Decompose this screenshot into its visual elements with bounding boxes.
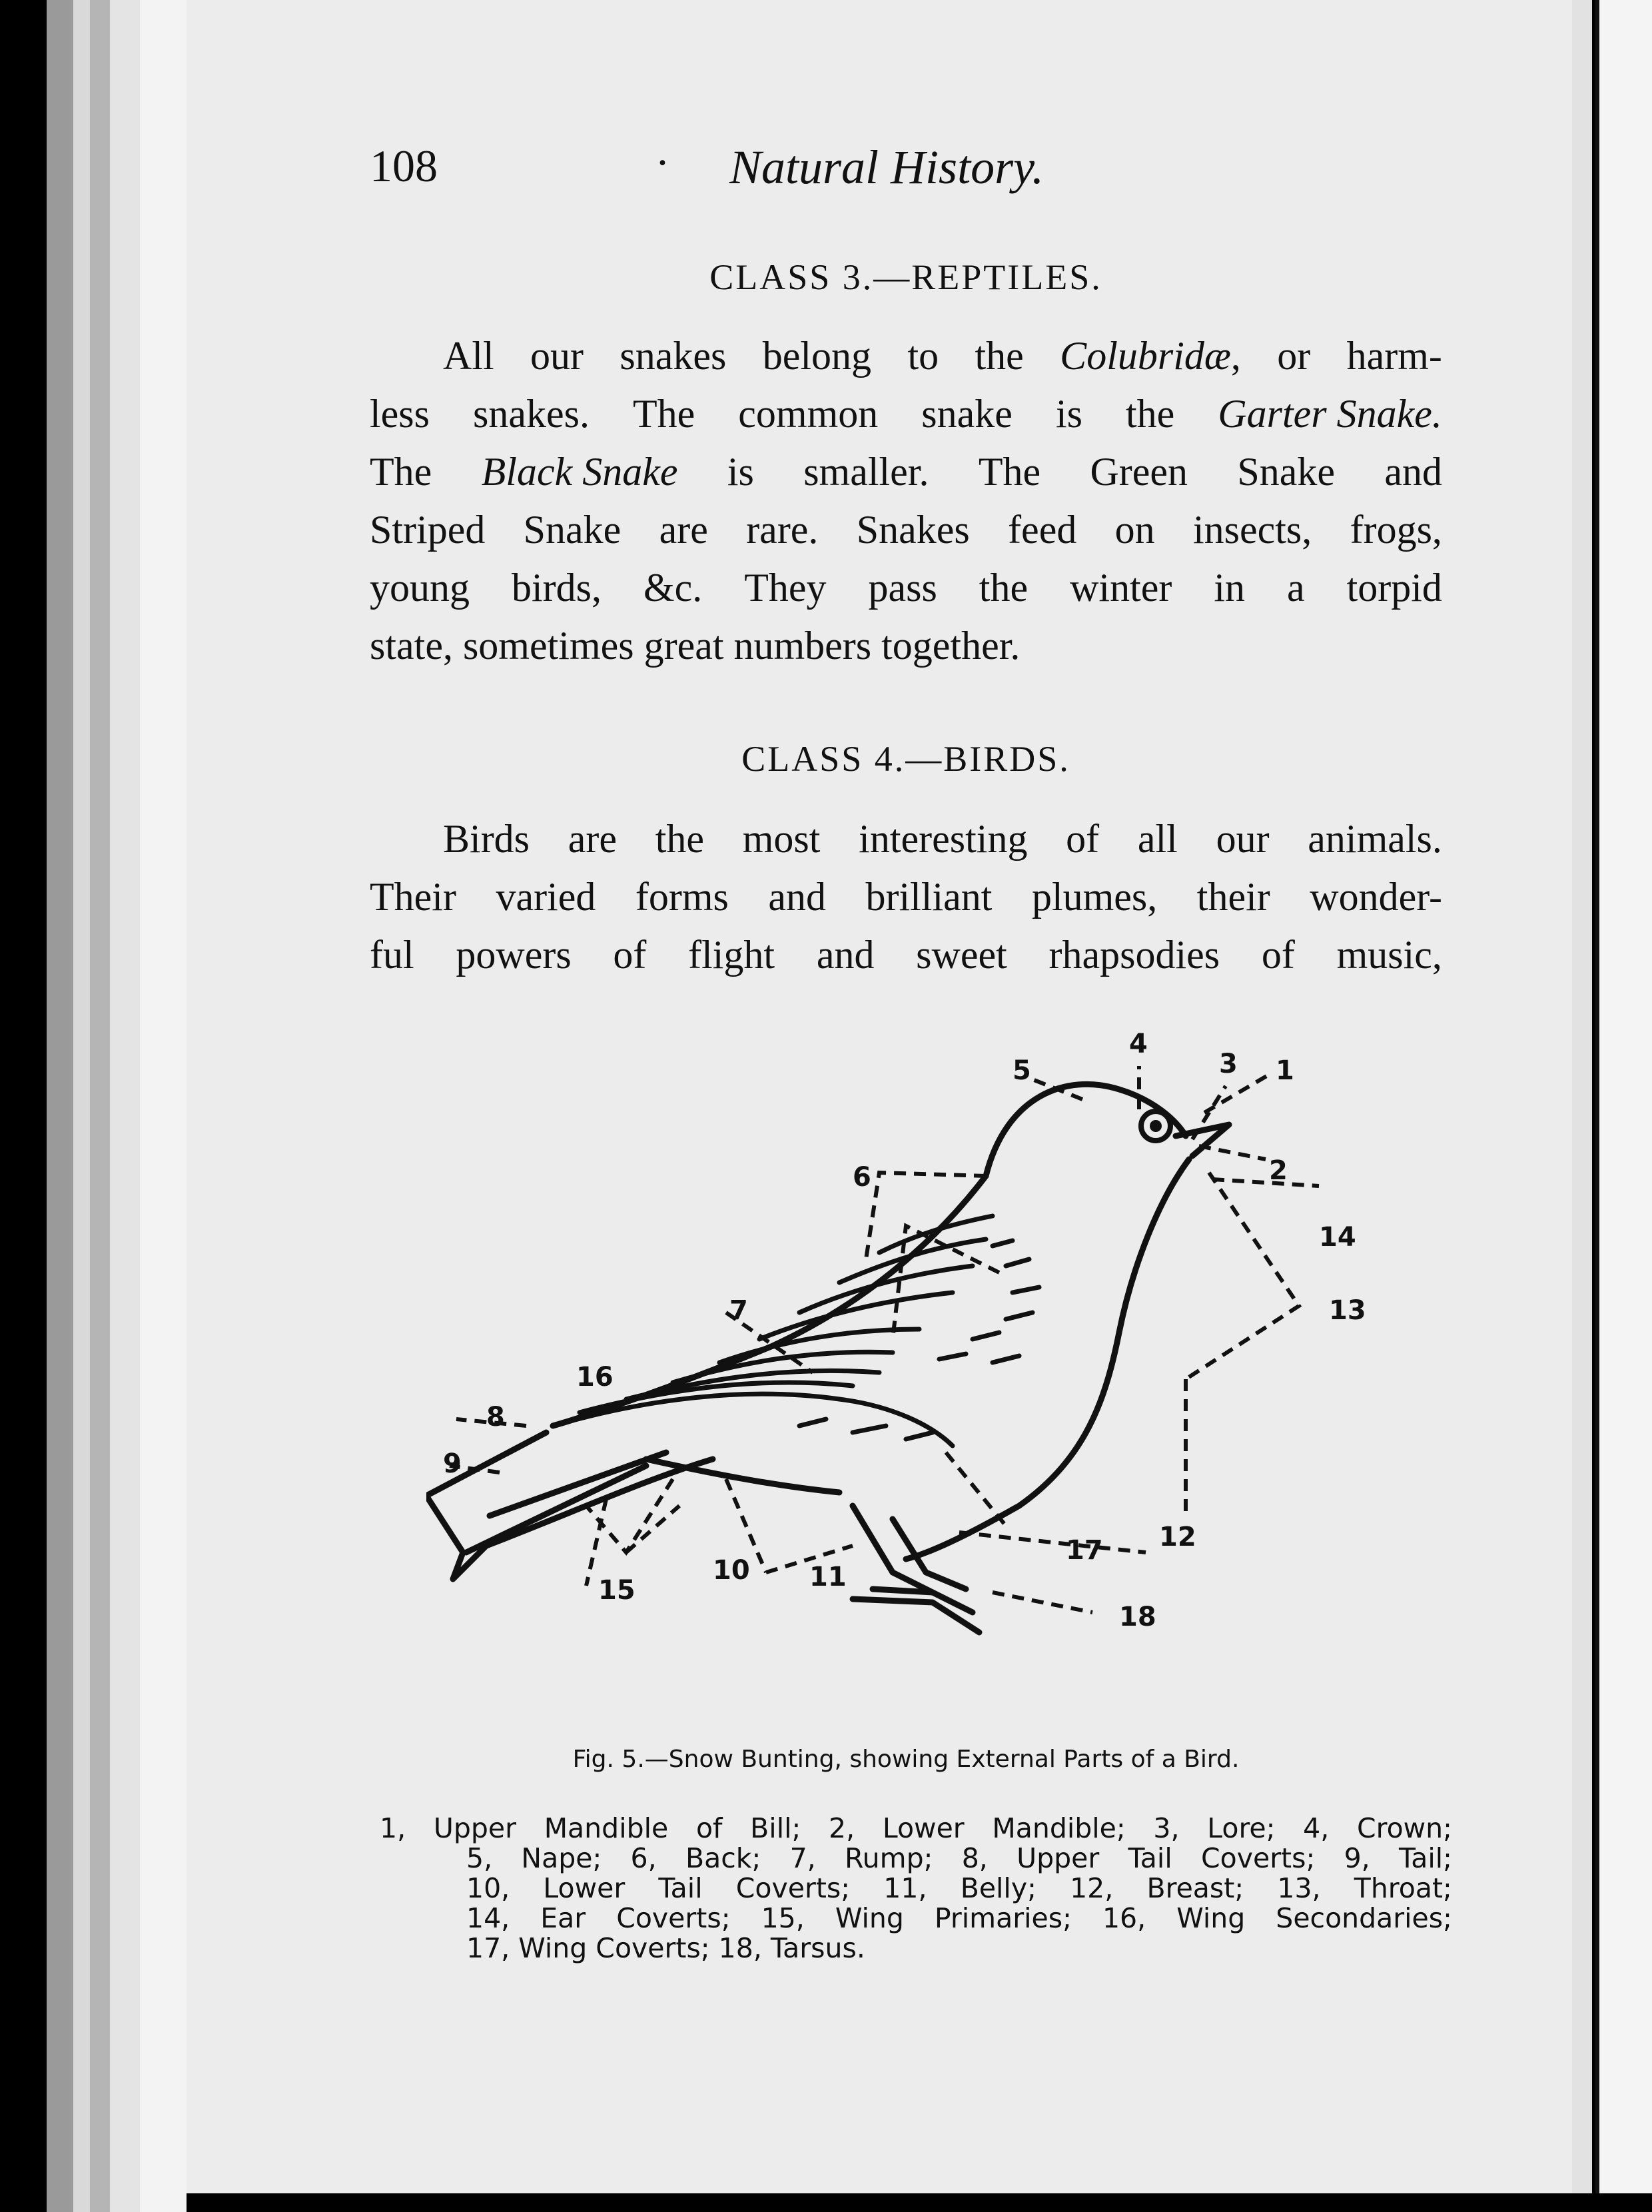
legend-line: 1, Upper Mandible of Bill; 2, Lower Mandible; 3, Lore; 4, Crown;: [380, 1812, 1452, 1844]
label-7: 7: [729, 1295, 748, 1326]
label-17: 17: [1066, 1535, 1103, 1566]
legend-line: 10, Lower Tail Coverts; 11, Belly; 12, Breast; 13, Throat;: [466, 1872, 1452, 1904]
label-11: 11: [809, 1562, 847, 1592]
paragraph-line: ful powers of flight and sweet rhapsodies of music,: [370, 933, 1442, 977]
paragraph-line: Their varied forms and brilliant plumes, their wonder-: [370, 875, 1442, 919]
paragraph-line: Birds are the most interesting of all our animals.: [443, 817, 1442, 861]
label-9: 9: [443, 1448, 462, 1479]
section-heading-birds: CLASS 4.—BIRDS.: [741, 739, 1070, 779]
label-12: 12: [1159, 1522, 1196, 1552]
paragraph-line-last: state, sometimes great numbers together.: [370, 624, 1021, 668]
paragraph-line: The Black Snake is smaller. The Green Snake and: [370, 450, 1442, 494]
section-heading-reptiles: CLASS 3.—REPTILES.: [709, 257, 1102, 297]
label-6: 6: [853, 1162, 871, 1193]
eye-pupil: [1150, 1120, 1162, 1132]
wing-feathers: [553, 1216, 1039, 1446]
paragraph-line: less snakes. The common snake is the Garter Snake.: [370, 392, 1442, 436]
page-edge: [90, 0, 110, 2212]
gutter-shadow: [1572, 0, 1592, 2193]
page-edge: [140, 0, 187, 2212]
label-15: 15: [598, 1575, 635, 1606]
label-10: 10: [713, 1555, 750, 1586]
label-1: 1: [1276, 1055, 1294, 1086]
label-18: 18: [1119, 1602, 1156, 1632]
label-16: 16: [576, 1362, 614, 1392]
paragraph-line: All our snakes belong to the Colubridæ, or harm-: [443, 334, 1442, 378]
label-4: 4: [1129, 1029, 1148, 1059]
page-number: 108: [370, 141, 438, 191]
paragraph-line: Striped Snake are rare. Snakes feed on insects, frogs,: [370, 508, 1442, 552]
label-14: 14: [1319, 1222, 1356, 1253]
page-edge: [73, 0, 90, 2212]
page-edge: [47, 0, 73, 2212]
paragraph-line: young birds, &c. They pass the winter in a torpid: [370, 566, 1442, 610]
head-separator: ·: [656, 140, 669, 187]
scan-border: [0, 0, 47, 2212]
snow-bunting-illustration: [426, 1026, 1525, 1692]
label-8: 8: [486, 1402, 505, 1432]
label-2: 2: [1269, 1155, 1288, 1186]
running-title: Natural History.: [729, 141, 1044, 194]
label-13: 13: [1329, 1295, 1366, 1326]
legend-line: 5, Nape; 6, Back; 7, Rump; 8, Upper Tail Coverts; 9, Tail;: [466, 1842, 1452, 1874]
page-edge: [110, 0, 140, 2212]
facing-page-edge: [1595, 0, 1652, 2193]
figure-caption: Fig. 5.—Snow Bunting, showing External Parts of a Bird.: [572, 1746, 1240, 1773]
label-5: 5: [1013, 1055, 1031, 1086]
label-3: 3: [1219, 1049, 1238, 1079]
running-head: [370, 140, 1089, 200]
legend-line: 14, Ear Coverts; 15, Wing Primaries; 16, Wing Secondaries;: [466, 1902, 1452, 1934]
legend-line: 17, Wing Coverts; 18, Tarsus.: [466, 1932, 865, 1964]
